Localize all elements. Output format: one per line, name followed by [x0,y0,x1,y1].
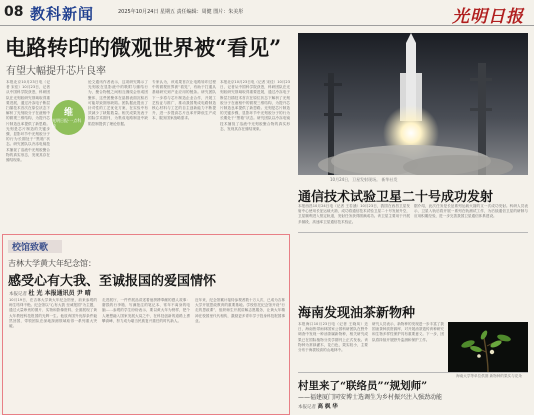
lead-article-title[interactable]: 电路转印的微观世界被“看见” [5,35,282,60]
satellite-article-column-1: 本报西昌10月24日电（记者 王若涵）10月23日，我国在西昌卫星发射中心使用长征运载火箭，成功将通信技术试验卫星二十号发射升空，卫星顺利进入预定轨道，发射任务获得圆满成功。该卫星主要用于开展多频段、高速率卫星通信技术验证。 [298,204,410,224]
feature-byline [9,288,91,297]
village-article-subtitle: ——福建厦门同安博士选调生为乡村振兴注入强劲动能 [298,394,443,401]
oil-tea-plant-image [448,322,528,372]
column-tag [8,240,62,253]
feature-title[interactable]: 感受心有大我、至诚报国的爱国情怀 [8,274,217,289]
rocket-launch-photo[interactable] [298,33,528,175]
lead-article-column-3: 专家认为，该成果首次让电路转印过程中的微观世界被“看见”，有助于打通从基础研究到产业应用的链条。研究团队下一步将与芯片制造企业合作，开展工艺验证与推广，推动我国集成电路制造核心材料与工艺的自主创新能力不断提升，进一步提高芯片良率并降低生产成本，服务国家战略需求。 [152,80,216,121]
village-article-byline [298,402,338,410]
lead-article-column-2: 论文通讯作者表示，这项研究揭示了光刻胶在显影液中的吸附与缠结行为，聚合物链之间相互缠绕会形成团聚体，这些团聚体在晶圆表面沉积后可能导致图形缺陷。团队据此提出了针对性的工艺优化方案，在实验中有效减少了缺陷数量。相关成果发表于国际学术期刊，为集成电路制造中缺陷控制提供了理论依据。 [88,80,148,126]
feature-column-1: 10月19日，在吉林大学黄大年纪念馆里，前来参观的师生络绎不绝。纪念馆以“心有大我 至诚报国”为主题，通过大量珍贵的图片、实物和影像资料，全面展现了黄大年教授科技报国的光辉一生。他放弃国外优厚条件毅然回国，带领团队在深地探测领域取得一系列重大突破。 [9,298,97,329]
column-logo-badge [52,100,85,135]
byline-name: 高 枫 华 [317,404,338,410]
badge-main-text: 维 [63,107,73,118]
oil-tea-photo[interactable] [448,322,528,372]
byline-names: 杜 光 本报通讯员 尹 晴 [28,290,91,297]
oil-tea-photo-caption: 海南大学等单位供图 新物种的果实与花朵 [456,374,522,378]
oil-tea-article-column-1: 本报海口10月23日电（记者 王晓凤）近日，海南热带雨林国家公园科研团队在野外调查中发现一种油茶属新物种，相关研究成果已在国际植物分类学期刊上正式发表。该物种为常绿灌木，花白色，果实较小，主要分布于海拔较高的山地林中。 [298,322,368,353]
byline-label: 本报记者 [9,292,27,297]
village-article-title[interactable]: 村里来了“联络员”“规划师” [298,380,428,392]
column-tag-label: 校馆致歌 [12,243,49,253]
lead-article-column-1: 本报北京10月23日电（记者 宋佳）10月23日，记者从中国科学院获悉，科研团队在光刻胶研究领域取得重要进展，通过冷冻电子断层扫描技术首次在原位状态下解析了光刻胶分子在液相中的微观三维结构，为提升芯片制造良率提供了新思路。光刻是芯片制造的关键步骤，显影环节中光刻胶分子的行为长期处于“黑箱”状态。研究团队以冷冻电镜技术捕捉了溶液中光刻胶聚合物的真实形态，发现其存在缠结现象。 [6,80,50,163]
section-divider [298,232,528,233]
page-number: 08 [4,4,24,20]
oil-tea-article-column-2: 研究人员表示，新物种的发现进一步丰富了我国油茶种质资源库，对开展油茶遗传育种研究和生物多样性保护具有重要意义。下一步，团队将持续开展野外监测和保护工作。 [372,322,444,342]
feature-column-3: 近年来，纪念馆累计接待参观者数十万人次，已成为吉林大学开展思政教育的重要基地。学校依托纪念馆开设“行走的思政课”，组织师生开展讲解志愿服务，让黄大年精神在校园里代代相传，激励更多青年学子投身科技报国事业。 [195,298,285,323]
oil-tea-article-title[interactable]: 海南发现油茶新物种 [298,306,416,321]
satellite-article-column-2: 据介绍，此次任务是长征系列运载火箭的又一次成功发射。科研人员表示，卫星入轨后将开展一系列在轨测试工作，为后续通信卫星的研制与应用积累经验，进一步完善我国卫星通信体系建设。 [414,204,528,219]
section-divider [298,372,528,373]
newspaper-logo: 光明日报 [452,7,524,27]
masthead [0,0,534,26]
rocket-launch-image [298,33,528,175]
section-title: 教科新闻 [30,5,95,23]
satellite-article-title[interactable]: 通信技术试验卫星二十号成功发射 [298,190,494,205]
feature-kicker: 吉林大学黄大年纪念馆： [8,259,96,268]
badge-small-text: 光明日报·一点科技 [52,117,82,128]
rocket-photo-caption: 10月24日，卫星发射现场。 新华社发 [330,177,398,182]
feature-column-2: 走进展厅，一件件展品讲述着他拼搏奉献的感人故事：磨损的行李箱、写满批注的笔记本、常年不离身的电脑……参观的学生纷纷表示，要以黄大年为榜样，把个人理想融入国家发展大局之中，在科技创新的道路上勇攀高峰，努力成为堪当民族复兴重任的时代新人。 [102,298,190,323]
issue-info: 2025年10月24日 星期五 责任编辑：周健 图片：朱美彤 [118,9,244,15]
lead-article-column-4: 本报北京10月23日电（记者 宋佳）10月23日，记者从中国科学院获悉，科研团队在光刻胶研究领域取得重要进展，通过冷冻电子断层扫描技术首次在原位状态下解析了光刻胶分子在液相中的微观三维结构，为提升芯片制造良率提供了新思路。光刻是芯片制造的关键步骤，显影环节中光刻胶分子的行为长期处于“黑箱”状态。研究团队以冷冻电镜技术捕捉了溶液中光刻胶聚合物的真实形态，发现其存在缠结现象。 [220,80,290,131]
lead-article-subtitle: 有望大幅提升芯片良率 [6,66,106,77]
byline-label: 本报记者 [298,405,316,410]
